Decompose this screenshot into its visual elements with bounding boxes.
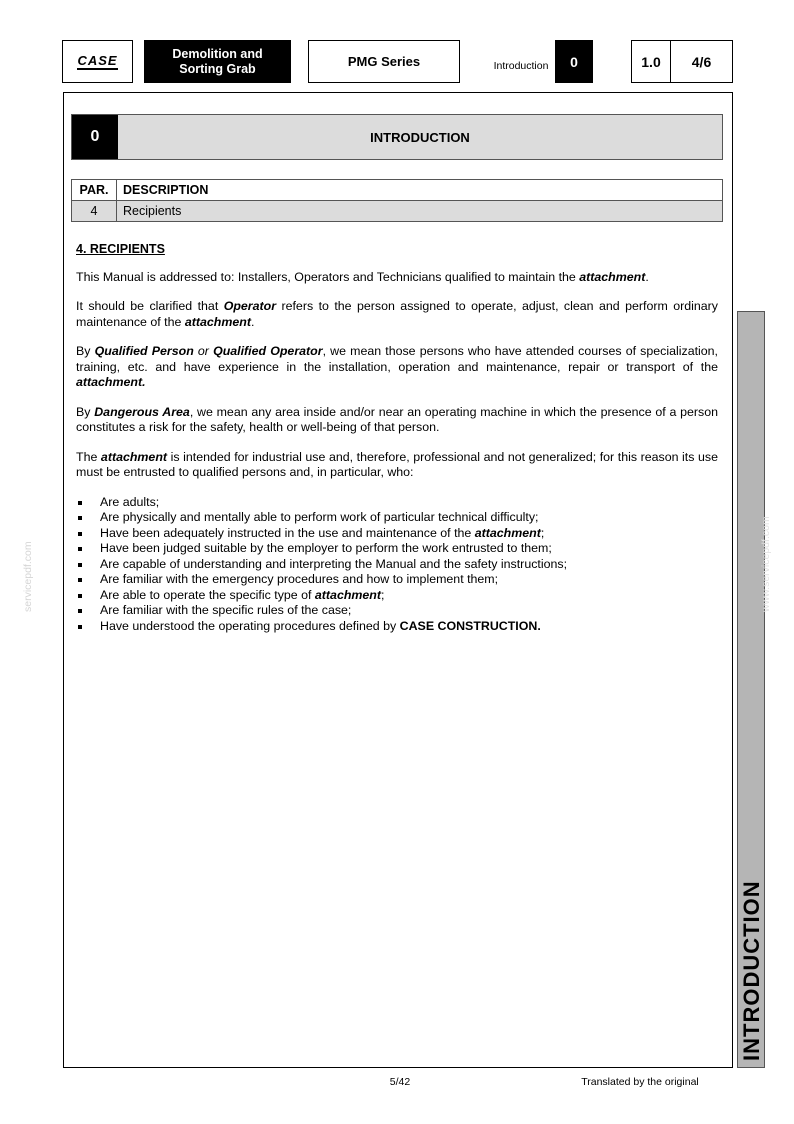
- list-item: Are familiar with the specific rules of the case;: [76, 603, 718, 619]
- list-item: Are able to operate the specific type of attachment;: [76, 588, 718, 604]
- footer-translation-note: Translated by the original: [581, 1076, 699, 1088]
- product-line-2: Sorting Grab: [179, 61, 256, 76]
- brand-logo: [62, 40, 133, 83]
- page-of-section-box: [670, 40, 733, 83]
- series-box: [308, 40, 460, 83]
- section-heading: 4. RECIPIENTS: [76, 242, 165, 256]
- revision-box: [631, 40, 671, 83]
- section-label-box: [488, 56, 554, 70]
- paragraph-dangerous-area: By Dangerous Area, we mean any area inside and/or near an operating machine in which the presence of a person constitutes a risk for the safety, health or well-being of that person.: [76, 404, 719, 434]
- table-row: [72, 201, 723, 222]
- paragraph-recipients: This Manual is addressed to: Installers, Operators and Technicians qualified to maintain the attachment.: [76, 269, 649, 284]
- body-content: [76, 242, 718, 634]
- list-item: Are capable of understanding and interpreting the Manual and the safety instructions;: [76, 557, 718, 573]
- list-item: Have understood the operating procedures defined by CASE CONSTRUCTION.: [76, 619, 718, 635]
- chapter-number: 0: [570, 53, 578, 70]
- list-item: Have been judged suitable by the employer to perform the work entrusted to them;: [76, 541, 718, 557]
- list-item: Are physically and mentally able to perform work of particular technical difficulty;: [76, 510, 718, 526]
- row-description: Recipients: [117, 201, 723, 222]
- chapter-title-text: INTRODUCTION: [370, 129, 470, 145]
- paragraph-intended-use: The attachment is intended for industrial use and, therefore, professional and not generalized; for this reason its use must be entrusted to qualified persons and, in particular, who:: [76, 449, 718, 479]
- paragraph-operator: It should be clarified that Operator refers to the person assigned to operate, adjust, clean and perform ordinary maintenance of the attachment.: [76, 299, 718, 329]
- col-description-header: DESCRIPTION: [117, 180, 723, 201]
- chapter-title-number: 0: [72, 115, 118, 159]
- paragraph-table: [71, 179, 723, 222]
- table-header-row: [72, 180, 723, 201]
- side-section-tab: [737, 311, 765, 1068]
- product-line-1: Demolition and: [172, 46, 263, 61]
- list-item: Are adults;: [76, 495, 718, 511]
- logo-text: CASE: [77, 52, 118, 68]
- footer-page-number: 5/42: [389, 1076, 411, 1088]
- row-par-number: 4: [72, 201, 117, 222]
- list-item: Are familiar with the emergency procedures and how to implement them;: [76, 572, 718, 588]
- series-label: PMG Series: [347, 54, 421, 69]
- side-tab-label: INTRODUCTION: [739, 880, 764, 1061]
- product-name-box: [144, 40, 291, 83]
- chapter-box: [555, 40, 593, 83]
- page-of-section: 4/6: [691, 53, 712, 70]
- revision-number: 1.0: [641, 53, 661, 70]
- chapter-title-bar: [71, 114, 723, 160]
- watermark-left: servicepdf.com: [22, 541, 34, 612]
- section-label: Introduction: [493, 60, 549, 72]
- list-item: Have been adequately instructed in the use and maintenance of the attachment;: [76, 526, 718, 542]
- col-par-header: PAR.: [72, 180, 117, 201]
- paragraph-qualified-person: By Qualified Person or Qualified Operator, we mean those persons who have attended courses of specialization, training, etc. and have experience in the installation, operation and maintenance, repair or transport of the attachment.: [76, 344, 719, 389]
- requirements-list: [76, 495, 718, 635]
- watermark-right: www.servicepdf.com: [760, 516, 772, 612]
